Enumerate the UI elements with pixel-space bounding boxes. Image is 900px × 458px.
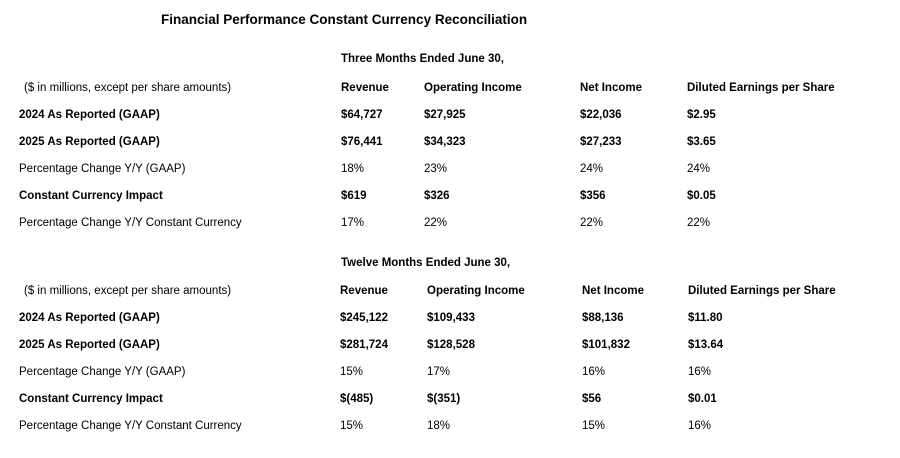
cell-net-income: $88,136 — [582, 312, 624, 324]
cell-net-income: 16% — [582, 366, 606, 378]
cell-diluted-eps: $0.05 — [687, 190, 716, 202]
row-label: 2025 As Reported (GAAP) — [19, 339, 160, 351]
table-row — [0, 332, 900, 359]
row-label: 2024 As Reported (GAAP) — [19, 312, 160, 324]
column-header-diluted-eps: Diluted Earnings per Share — [688, 285, 836, 297]
cell-diluted-eps: $13.64 — [688, 339, 724, 351]
cell-operating-income: $34,323 — [424, 136, 466, 148]
reconciliation-table-twelve-months — [0, 278, 900, 440]
cell-diluted-eps: $2.95 — [687, 109, 716, 121]
cell-operating-income: $27,925 — [424, 109, 466, 121]
cell-revenue: $(485) — [340, 393, 374, 405]
cell-net-income: 15% — [582, 420, 606, 432]
row-label: Constant Currency Impact — [19, 393, 163, 405]
cell-revenue: 18% — [341, 163, 365, 175]
table-row — [0, 359, 900, 386]
cell-net-income: $22,036 — [580, 109, 622, 121]
cell-operating-income: 17% — [427, 366, 451, 378]
cell-revenue: 17% — [341, 217, 365, 229]
row-label: Percentage Change Y/Y (GAAP) — [19, 163, 186, 175]
row-label: Percentage Change Y/Y (GAAP) — [19, 366, 186, 378]
cell-operating-income: $128,528 — [427, 339, 475, 351]
table-row — [0, 102, 900, 129]
table-header-row — [0, 75, 900, 102]
table-row — [0, 156, 900, 183]
column-header-revenue: Revenue — [340, 285, 388, 297]
table-row — [0, 129, 900, 156]
cell-net-income: $356 — [580, 190, 606, 202]
period-heading-three-months: Three Months Ended June 30, — [341, 53, 504, 65]
cell-revenue: $76,441 — [341, 136, 383, 148]
cell-operating-income: $326 — [424, 190, 450, 202]
column-header-diluted-eps: Diluted Earnings per Share — [687, 82, 835, 94]
cell-diluted-eps: 16% — [688, 420, 712, 432]
cell-diluted-eps: $3.65 — [687, 136, 716, 148]
cell-operating-income: 18% — [427, 420, 451, 432]
cell-operating-income: 23% — [424, 163, 448, 175]
column-header-operating-income: Operating Income — [427, 285, 525, 297]
row-label: 2024 As Reported (GAAP) — [19, 109, 160, 121]
column-header-net-income: Net Income — [582, 285, 644, 297]
reconciliation-table-three-months — [0, 75, 900, 237]
row-label: 2025 As Reported (GAAP) — [19, 136, 160, 148]
cell-diluted-eps: 22% — [687, 217, 711, 229]
cell-revenue: $245,122 — [340, 312, 388, 324]
period-heading-twelve-months: Twelve Months Ended June 30, — [341, 257, 511, 269]
table-row — [0, 305, 900, 332]
row-label: Constant Currency Impact — [19, 190, 163, 202]
cell-revenue: 15% — [340, 366, 364, 378]
column-header-revenue: Revenue — [341, 82, 389, 94]
cell-operating-income: $109,433 — [427, 312, 475, 324]
cell-net-income: 24% — [580, 163, 604, 175]
units-note: ($ in millions, except per share amounts) — [24, 285, 232, 297]
cell-operating-income: $(351) — [427, 393, 461, 405]
cell-net-income: $56 — [582, 393, 602, 405]
row-label: Percentage Change Y/Y Constant Currency — [19, 217, 242, 229]
cell-revenue: $619 — [341, 190, 367, 202]
row-label: Percentage Change Y/Y Constant Currency — [19, 420, 242, 432]
column-header-net-income: Net Income — [580, 82, 642, 94]
cell-net-income: 22% — [580, 217, 604, 229]
cell-revenue: 15% — [340, 420, 364, 432]
table-row — [0, 413, 900, 440]
cell-revenue: $281,724 — [340, 339, 388, 351]
table-row — [0, 386, 900, 413]
table-row — [0, 183, 900, 210]
cell-diluted-eps: 24% — [687, 163, 711, 175]
units-note: ($ in millions, except per share amounts) — [24, 82, 232, 94]
column-header-operating-income: Operating Income — [424, 82, 522, 94]
cell-diluted-eps: 16% — [688, 366, 712, 378]
table-row — [0, 210, 900, 237]
cell-diluted-eps: $11.80 — [688, 312, 723, 324]
cell-revenue: $64,727 — [341, 109, 383, 121]
page-title: Financial Performance Constant Currency Reconciliation — [161, 12, 528, 27]
table-header-row — [0, 278, 900, 305]
cell-net-income: $27,233 — [580, 136, 622, 148]
cell-diluted-eps: $0.01 — [688, 393, 717, 405]
cell-net-income: $101,832 — [582, 339, 630, 351]
cell-operating-income: 22% — [424, 217, 448, 229]
